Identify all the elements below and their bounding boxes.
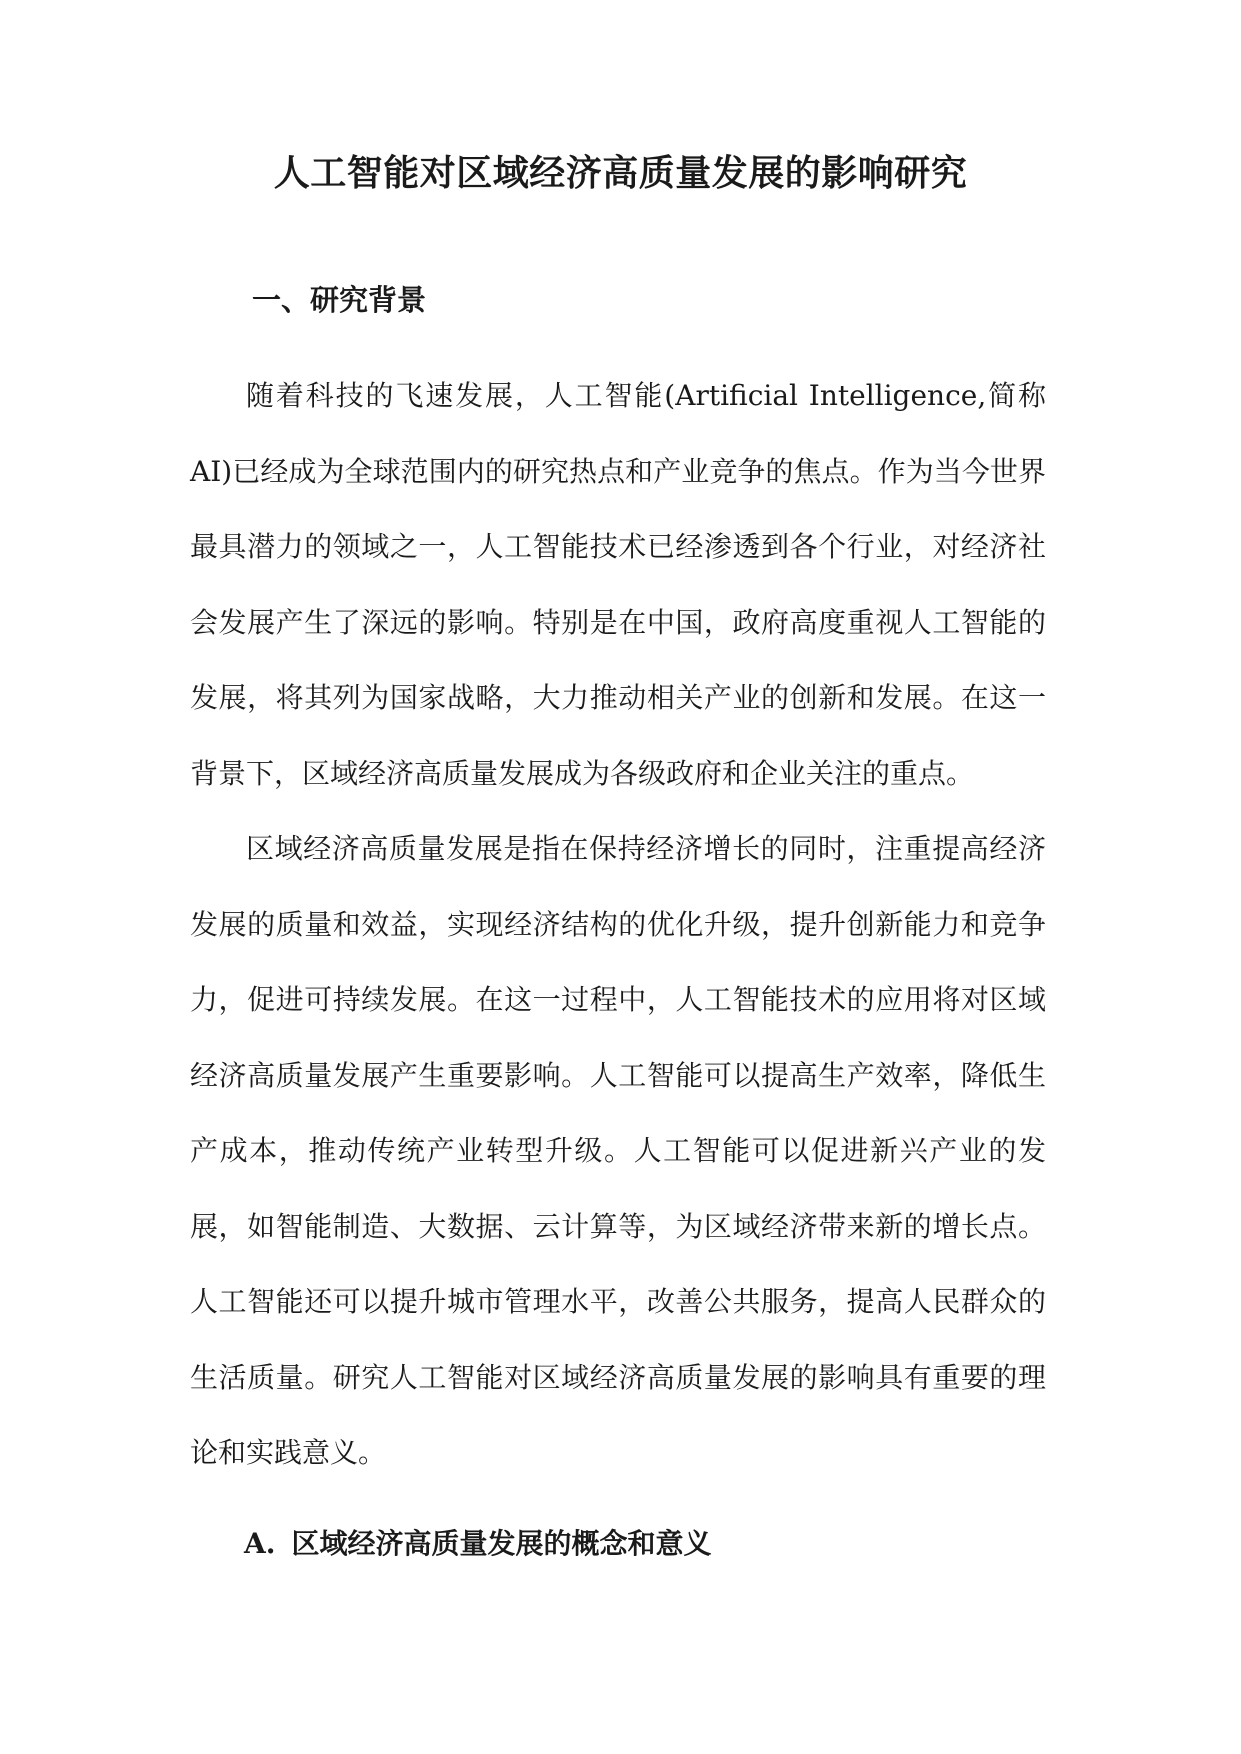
subsection-heading-text: 区域经济高质量发展的概念和意义 [291, 1527, 712, 1560]
section-body [190, 358, 1046, 1491]
subsection-heading-a [244, 1522, 712, 1566]
document-title: 人工智能对区域经济高质量发展的影响研究 [273, 153, 968, 194]
paragraph-2: 区域经济高质量发展是指在保持经济增长的同时，注重提高经济发展的质量和效益，实现经济结构的优化升级，提升创新能力和竞争力，促进可持续发展。在这一过程中，人工智能技术的应用将对区域经济高质量发展产生重要影响。人工智能可以提高生产效率，降低生产成本，推动传统产业转型升级。人工智能可以促进新兴产业的发展，如智能制造、大数据、云计算等，为区域经济带来新的增长点。人工智能还可以提升城市管理水平，改善公共服务，提高人民群众的生活质量。研究人工智能对区域经济高质量发展的影响具有重要的理论和实践意义。 [190, 832, 1046, 1469]
subsection-marker: A. [244, 1527, 276, 1560]
paragraph-1: 随着科技的飞速发展，人工智能(Artificial Intelligence,简称AI)已经成为全球范围内的研究热点和产业竞争的焦点。作为当今世界最具潜力的领域之一，人工智能技术已经渗透到各个行业，对经济社会发展产生了深远的影响。特别是在中国，政府高度重视人工智能的发展，将其列为国家战略，大力推动相关产业的创新和发展。在这一背景下，区域经济高质量发展成为各级政府和企业关注的重点。 [190, 379, 1046, 790]
section-heading-research-background: 一、研究背景 [252, 283, 427, 317]
